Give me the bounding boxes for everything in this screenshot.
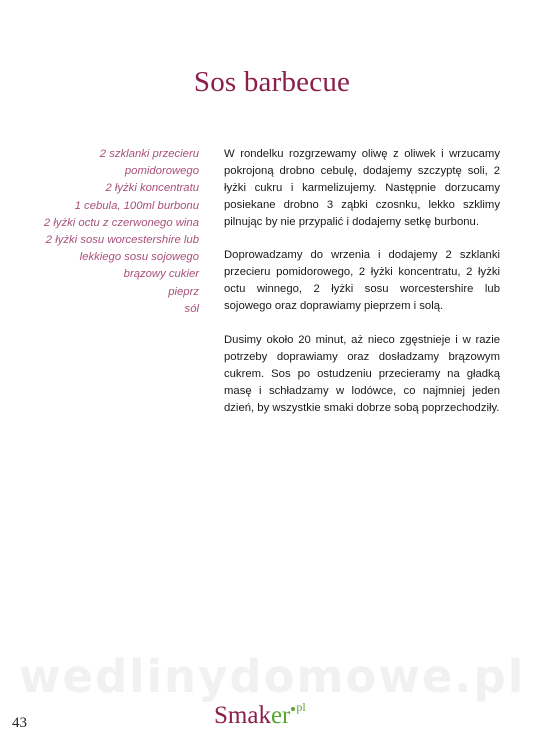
ingredient-line: brązowy cukier xyxy=(123,268,199,281)
instruction-paragraph: Dusimy około 20 minut, aż nieco zgęstnieje i w razie potrzeby doprawiamy oraz dosładzamy brązowym cukrem. Sos po ostudzeniu przecieramy na gładką masę i schładzamy w lodówce, co najmniej jeden dzień, by wszystkie smaki dobrze sobą poprzechodziły. xyxy=(224,333,500,414)
smaker-logo xyxy=(214,700,306,730)
page-number: 43 xyxy=(12,715,27,731)
instruction-paragraph: Doprowadzamy do wrzenia i dodajemy 2 szklanki przecieru pomidorowego, 2 łyżki koncentratu, 2 łyżki octu winnego, 2 łyżki sosu worcestershire lub sojowego oraz doprawiamy pieprzem i solą. xyxy=(224,249,500,313)
ingredients-list xyxy=(9,146,199,318)
logo-pl: pl xyxy=(296,700,306,714)
ingredient-line: 2 łyżki sosu worcestershire lub xyxy=(45,234,199,247)
ingredient-line: lekkiego sosu sojowego xyxy=(79,251,199,264)
instructions xyxy=(224,146,500,433)
watermark: wedlinydomowe.pl xyxy=(18,650,526,703)
ingredient-line: 2 łyżki octu z czerwonego wina xyxy=(43,216,199,229)
instruction-paragraph: W rondelku rozgrzewamy oliwę z oliwek i wrzucamy pokrojoną drobno cebulę, dodajemy szczyptę soli, 2 łyżki cukru i karmelizujemy. Następnie dorzucamy posiekane drobno 3 ząbki czosnku, lekko szklimy pilnując by nie przypalić i dodajemy setkę burbonu. xyxy=(224,148,500,228)
ingredient-line: sól xyxy=(184,302,199,315)
ingredient-line: pomidorowego xyxy=(124,165,199,178)
recipe-title: Sos barbecue xyxy=(193,66,351,98)
ingredient-line: 2 szklanki przecieru xyxy=(99,148,199,160)
ingredient-line: pieprz xyxy=(168,285,199,298)
logo-dot-icon xyxy=(291,707,295,711)
logo-smak: Smak xyxy=(214,702,271,729)
ingredient-line: 1 cebula, 100ml burbonu xyxy=(74,199,199,212)
logo-er: er xyxy=(270,702,291,729)
ingredient-line: 2 łyżki koncentratu xyxy=(105,182,199,195)
